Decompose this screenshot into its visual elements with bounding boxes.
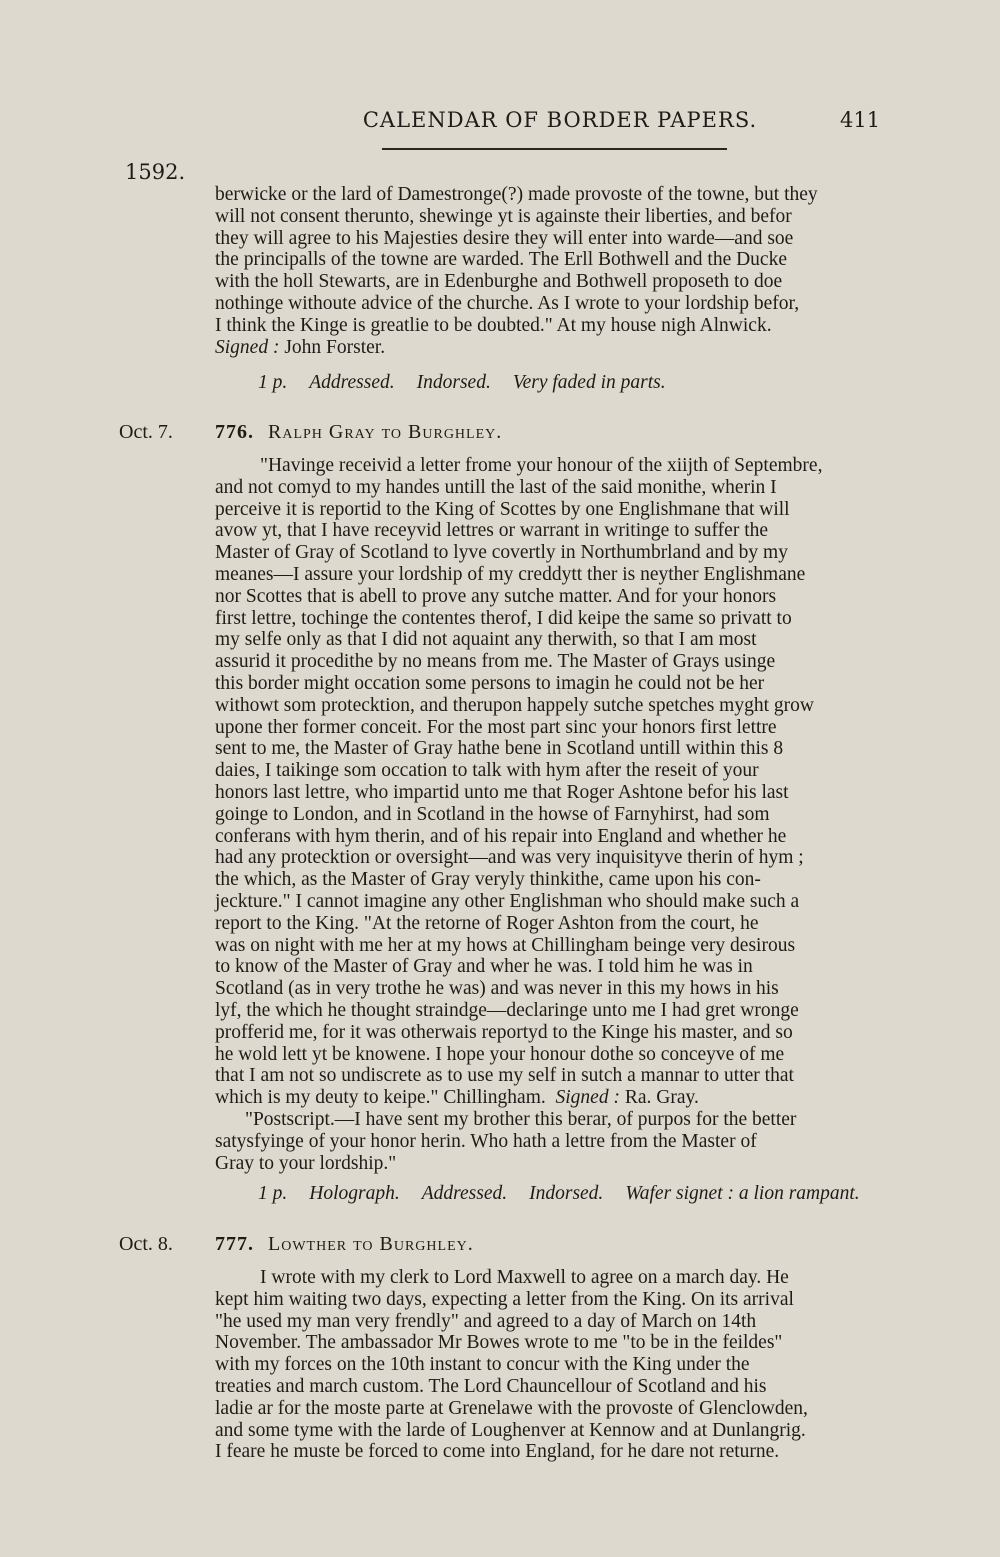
note-pages: 1 p. — [258, 1183, 288, 1204]
text-line: conferans with hym therin, and of his repair into England and whether he — [215, 825, 787, 847]
text-line: Scotland (as in very trothe he was) and was never in this my hows in his — [215, 978, 779, 1000]
text-line: first lettre, tochinge the contentes therof, I did keipe the same so privatt to — [215, 607, 792, 629]
page-number: 411 — [840, 108, 881, 132]
postscript-line: satysfyinge of your honor herin. Who hath a lettre from the Master of — [215, 1130, 757, 1152]
header-rule — [382, 148, 727, 150]
note-addressed: Addressed. — [421, 1183, 508, 1204]
document-note — [258, 372, 688, 394]
entry-number: 776. — [215, 421, 254, 443]
entry-date: Oct. 8. — [119, 1233, 173, 1255]
text-line: to know of the Master of Gray and wher he was. I told him he was in — [215, 956, 753, 978]
note-extra: Very faded in parts. — [512, 372, 666, 393]
entry-heading — [215, 1233, 474, 1256]
text-line: goinge to London, and in Scotland in the howse of Farnyhirst, had som — [215, 803, 770, 825]
text-line: assurid it procedithe by no means from me. The Master of Grays usinge — [215, 651, 776, 673]
document-note — [258, 1183, 882, 1205]
text-line: ladie ar for the moste parte at Grenelawe with the provoste of Glenclowden, — [215, 1397, 808, 1419]
signature-line — [215, 337, 905, 359]
text-line: withowt som protecktion, and therupon happely sutche spetches myght grow — [215, 694, 814, 716]
text-line: lyf, the which he thought straindge—declaringe unto me I had gret wronge — [215, 999, 799, 1021]
text-line: was on night with me her at my hows at Chillingham beinge very desirous — [215, 934, 796, 956]
text-line: November. The ambassador Mr Bowes wrote to me "to be in the feildes" — [215, 1332, 783, 1354]
text-line: they will agree to his Majesties desire they will enter into warde—and soe — [215, 227, 794, 249]
text-line: "he used my man very frendly" and agreed to a day of March on 14th — [215, 1310, 757, 1332]
text-line: nor Scottes that is abell to prove any sutche matter. And for your honors — [215, 585, 777, 607]
text-line: upone ther former conceit. For the most part sinc your honors first lettre — [215, 716, 777, 738]
entry-title: Ralph Gray to Burghley. — [268, 421, 503, 443]
note-indorsed: Indorsed. — [529, 1183, 604, 1204]
text-line: nothinge withoute advice of the churche. As I wrote to your lordship befor, — [215, 292, 800, 314]
text-line: and some tyme with the larde of Loughenver at Kennow and at Dunlangrig. — [215, 1419, 806, 1441]
text-line: perceive it is reportid to the King of Scottes by one Englishmane that will — [215, 498, 790, 520]
text-line: with my forces on the 10th instant to concur with the King under the — [215, 1354, 750, 1376]
text-line: the principalls of the towne are warded. The Erll Bothwell and the Ducke — [215, 249, 787, 271]
entry-title: Lowther to Burghley. — [268, 1233, 474, 1255]
text-line: and not comyd to my handes untill the last of the said monithe, wherin I — [215, 476, 777, 498]
margin-year: 1592. — [125, 160, 186, 184]
continuation-text — [215, 184, 905, 358]
text-line: honors last lettre, who impartid unto me that Roger Ashtone befor his last — [215, 781, 789, 803]
text-line: the which, as the Master of Gray veryly thinkithe, came upon his con- — [215, 869, 761, 891]
signed-label: Signed : — [555, 1087, 620, 1109]
text-line: which is my deuty to keipe." Chillingham. — [215, 1087, 546, 1109]
note-holograph: Holograph. — [309, 1183, 400, 1204]
text-line: this border might occation some persons to imagin he could not be her — [215, 672, 765, 694]
entry-date: Oct. 7. — [119, 421, 173, 443]
signature-line — [215, 1087, 905, 1109]
postscript-line: "Postscript.—I have sent my brother this berar, of purpos for the better — [245, 1108, 797, 1130]
text-line: had any protecktion or oversight—and was very inquisityve therin of hym ; — [215, 847, 804, 869]
text-line: avow yt, that I have receyvid lettres or warrant in writinge to suffer the — [215, 520, 769, 542]
entry-number: 777. — [215, 1233, 254, 1255]
entry-776-text — [215, 455, 905, 1174]
text-line: Master of Gray of Scotland to lyve covertly in Northumbrland and by my — [215, 542, 788, 564]
text-line: profferid me, for it was otherwais reportyd to the Kinge his master, and so — [215, 1021, 793, 1043]
signed-label: Signed : — [215, 336, 280, 358]
running-header: CALENDAR OF BORDER PAPERS. — [362, 108, 758, 132]
note-addressed: Addressed. — [309, 372, 395, 393]
text-line: treaties and march custom. The Lord Chauncellour of Scotland and his — [215, 1375, 767, 1397]
text-line: with the holl Stewarts, are in Edenburghe and Bothwell proposeth to doe — [215, 271, 783, 293]
text-line: that I am not so undiscrete as to use my self in sutch a mannar to utter that — [215, 1065, 794, 1087]
text-line: sent to me, the Master of Gray hathe bene in Scotland untill within this 8 — [215, 738, 784, 760]
note-pages: 1 p. — [258, 372, 288, 393]
signed-name: Ra. Gray. — [624, 1087, 699, 1109]
text-line: kept him waiting two days, expecting a letter from the King. On its arrival — [215, 1288, 794, 1310]
signed-name: John Forster. — [284, 336, 386, 358]
note-extra: Wafer signet : a lion rampant. — [625, 1183, 860, 1204]
text-line: meanes—I assure your lordship of my creddytt ther is neyther Englishmane — [215, 563, 806, 585]
text-line: he wold lett yt be knowene. I hope your honour dothe so conceyve of me — [215, 1043, 785, 1065]
text-line: I wrote with my clerk to Lord Maxwell to agree on a march day. He — [260, 1267, 789, 1288]
postscript-line: Gray to your lordship." — [215, 1152, 397, 1174]
text-line: my selfe only as that I did not aquaint any therwith, so that I am most — [215, 629, 757, 651]
text-line: I think the Kinge is greatlie to be doubted." At my house nigh Alnwick. — [215, 314, 772, 336]
entry-777-text — [215, 1267, 905, 1463]
entry-heading — [215, 421, 502, 444]
text-line: will not consent therunto, shewinge yt is againste their liberties, and befor — [215, 205, 792, 227]
note-indorsed: Indorsed. — [416, 372, 491, 393]
text-line: jeckture." I cannot imagine any other Englishman who should make such a — [215, 890, 800, 912]
text-line: "Havinge receivid a letter frome your honour of the xiijth of Septembre, — [260, 455, 823, 476]
text-line: report to the King. "At the retorne of Roger Ashton from the court, he — [215, 912, 759, 934]
text-line: daies, I taikinge som occation to talk with hym after the reseit of your — [215, 760, 759, 782]
text-line: I feare he muste be forced to come into England, for he dare not returne. — [215, 1441, 780, 1463]
text-line: berwicke or the lard of Damestronge(?) made provoste of the towne, but they — [215, 184, 818, 205]
